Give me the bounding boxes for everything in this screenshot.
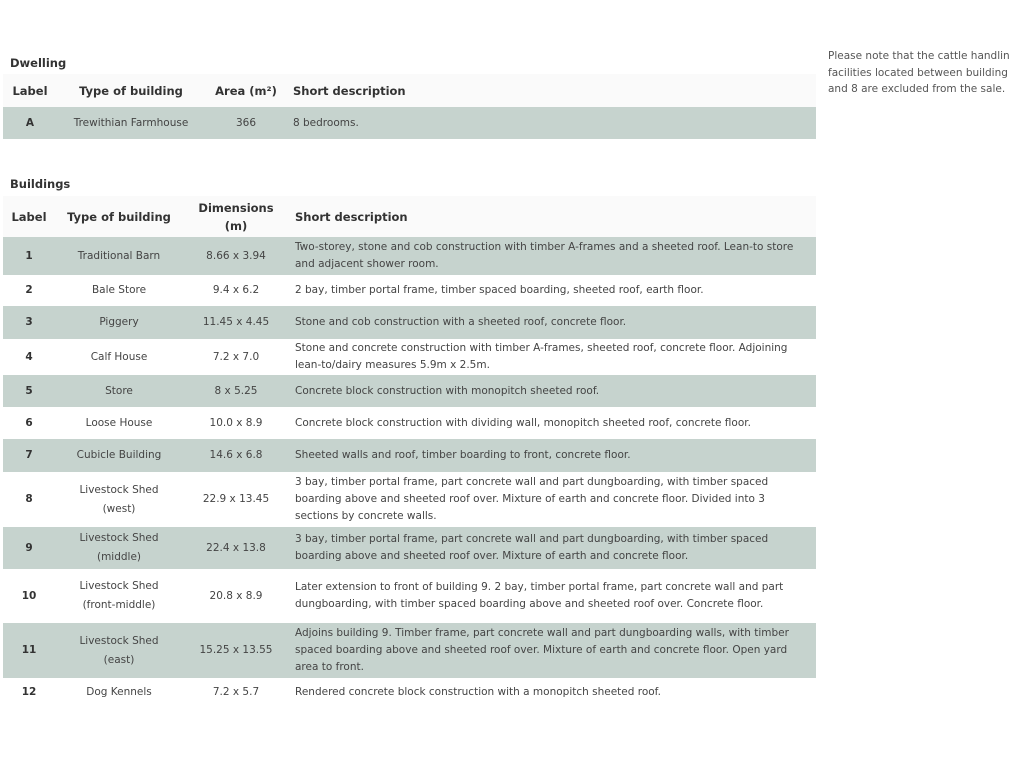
table-row (3, 569, 816, 623)
row-description: Adjoins building 9. Timber frame, part concrete wall and part dungboarding walls, with timber spaced boarding above and sheeted roof over. Mixture of earth and concrete floor. Open yard area to front. (289, 623, 816, 678)
row-type: Dog Kennels (55, 678, 183, 707)
row-type: Loose House (55, 407, 183, 439)
row-dimensions: 9.4 x 6.2 (183, 275, 289, 306)
row-description: 2 bay, timber portal frame, timber spaced boarding, sheeted roof, earth floor. (289, 275, 816, 306)
col-header-type: Type of building (57, 74, 205, 107)
row-type: Livestock Shed (west) (55, 472, 183, 527)
col-header-label: Label (3, 74, 57, 107)
row-dimensions: 22.4 x 13.8 (183, 527, 289, 569)
row-dimensions: 7.2 x 7.0 (183, 339, 289, 375)
table-row (3, 237, 816, 275)
col-header-area: Area (m²) (205, 74, 287, 107)
dwelling-section-title: Dwelling (10, 56, 67, 70)
row-dimensions: 14.6 x 6.8 (183, 439, 289, 472)
col-header-description: Short description (287, 74, 816, 107)
row-dimensions: 7.2 x 5.7 (183, 678, 289, 707)
row-type: Livestock Shed (middle) (55, 527, 183, 569)
col-header-type: Type of building (55, 196, 183, 237)
row-dimensions: 15.25 x 13.55 (183, 623, 289, 678)
note-line: facilities located between building (828, 66, 1008, 79)
row-dimensions: 10.0 x 8.9 (183, 407, 289, 439)
row-type: Trewithian Farmhouse (57, 107, 205, 139)
row-label: 10 (3, 569, 55, 623)
col-header-description: Short description (289, 196, 816, 237)
row-description: Concrete block construction with monopitch sheeted roof. (289, 375, 816, 407)
row-label: 8 (3, 472, 55, 527)
row-description: Sheeted walls and roof, timber boarding to front, concrete floor. (289, 439, 816, 472)
row-description: Stone and cob construction with a sheeted roof, concrete floor. (289, 306, 816, 339)
table-row (3, 339, 816, 375)
dwelling-header-row (3, 74, 816, 107)
row-description: Stone and concrete construction with timber A-frames, sheeted roof, concrete floor. Adjoining lean-to/dairy measures 5.9m x 2.5m. (289, 339, 816, 375)
row-label: 6 (3, 407, 55, 439)
row-description: 3 bay, timber portal frame, part concrete wall and part dungboarding, with timber spaced boarding above and sheeted roof over. Mixture of earth and concrete floor. Divided into 3 sections by concrete walls. (289, 472, 816, 527)
table-row (3, 678, 816, 707)
row-label: A (3, 107, 57, 139)
table-row (3, 375, 816, 407)
table-row (3, 527, 816, 569)
row-type: Store (55, 375, 183, 407)
row-label: 11 (3, 623, 55, 678)
sale-exclusion-note (828, 48, 1024, 98)
col-header-label: Label (3, 196, 55, 237)
note-line: Please note that the cattle handlin (828, 50, 1010, 62)
table-row (3, 472, 816, 527)
row-description: Rendered concrete block construction with a monopitch sheeted roof. (289, 678, 816, 707)
note-line: and 8 are excluded from the sale. (828, 83, 1006, 95)
row-type: Cubicle Building (55, 439, 183, 472)
table-row (3, 439, 816, 472)
row-area: 366 (205, 107, 287, 139)
row-label: 12 (3, 678, 55, 707)
row-description: 8 bedrooms. (287, 107, 816, 139)
buildings-header-row (3, 196, 816, 237)
row-type: Livestock Shed (front-middle) (55, 569, 183, 623)
row-label: 4 (3, 339, 55, 375)
row-label: 3 (3, 306, 55, 339)
row-label: 5 (3, 375, 55, 407)
row-label: 1 (3, 237, 55, 275)
buildings-table (3, 196, 816, 707)
row-dimensions: 8.66 x 3.94 (183, 237, 289, 275)
row-description: Later extension to front of building 9. 2 bay, timber portal frame, part concrete wall and part dungboarding, with timber spaced boarding above and sheeted roof over. Concrete floor. (289, 569, 816, 623)
table-row (3, 306, 816, 339)
row-label: 2 (3, 275, 55, 306)
row-description: 3 bay, timber portal frame, part concrete wall and part dungboarding, with timber spaced boarding above and sheeted roof over. Mixture of earth and concrete floor. (289, 527, 816, 569)
row-dimensions: 11.45 x 4.45 (183, 306, 289, 339)
col-header-dimensions: Dimensions (m) (183, 196, 289, 237)
row-type: Piggery (55, 306, 183, 339)
row-dimensions: 20.8 x 8.9 (183, 569, 289, 623)
table-row (3, 407, 816, 439)
row-type: Livestock Shed (east) (55, 623, 183, 678)
row-description: Two-storey, stone and cob construction with timber A-frames and a sheeted roof. Lean-to store and adjacent shower room. (289, 237, 816, 275)
row-dimensions: 22.9 x 13.45 (183, 472, 289, 527)
buildings-section-title: Buildings (10, 177, 71, 191)
table-row (3, 623, 816, 678)
row-label: 7 (3, 439, 55, 472)
dwelling-table (3, 74, 816, 139)
table-row (3, 107, 816, 139)
row-dimensions: 8 x 5.25 (183, 375, 289, 407)
row-label: 9 (3, 527, 55, 569)
row-type: Traditional Barn (55, 237, 183, 275)
row-type: Calf House (55, 339, 183, 375)
row-description: Concrete block construction with dividing wall, monopitch sheeted roof, concrete floor. (289, 407, 816, 439)
table-row (3, 275, 816, 306)
row-type: Bale Store (55, 275, 183, 306)
